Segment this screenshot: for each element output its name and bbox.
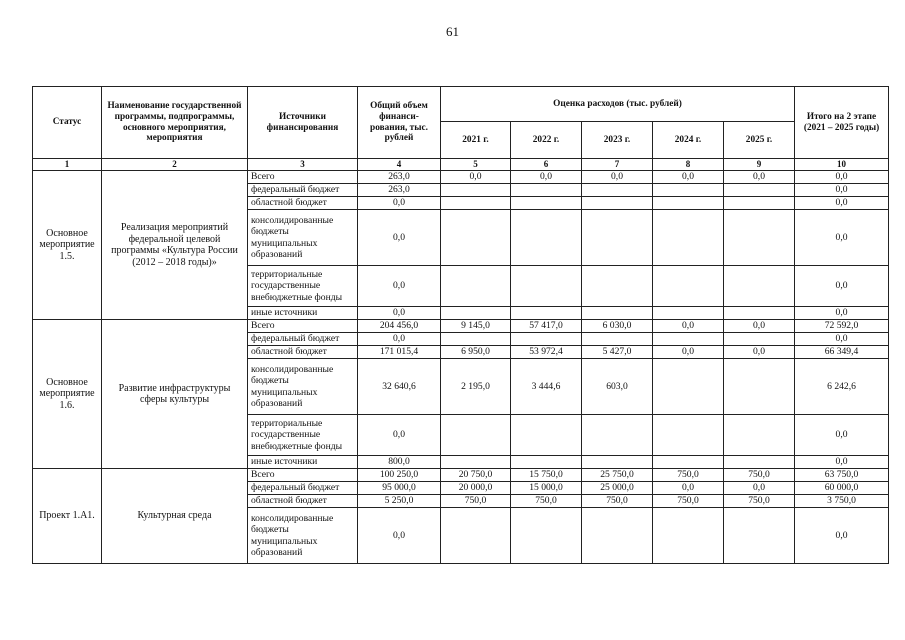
year-value-cell: 0,0 xyxy=(582,171,653,184)
year-value-cell: 750,0 xyxy=(653,495,724,508)
status-cell: Основное мероприятие 1.6. xyxy=(33,320,102,469)
year-value-cell xyxy=(653,456,724,469)
final-total-cell: 0,0 xyxy=(795,307,889,320)
budget-table xyxy=(32,86,889,564)
total-cell: 263,0 xyxy=(358,171,441,184)
total-cell: 32 640,6 xyxy=(358,359,441,415)
source-cell: Всего xyxy=(248,171,358,184)
total-cell: 0,0 xyxy=(358,210,441,266)
year-value-cell xyxy=(511,266,582,307)
year-value-cell: 3 444,6 xyxy=(511,359,582,415)
total-cell: 171 015,4 xyxy=(358,346,441,359)
year-value-cell xyxy=(582,197,653,210)
source-cell: федеральный бюджет xyxy=(248,184,358,197)
column-number: 8 xyxy=(653,159,724,171)
name-cell: Реализация мероприятий федеральной целевой программы «Культура России (2012 – 2018 годы)» xyxy=(102,171,248,320)
year-value-cell: 57 417,0 xyxy=(511,320,582,333)
year-value-cell: 20 000,0 xyxy=(441,482,511,495)
year-value-cell xyxy=(511,333,582,346)
source-cell: областной бюджет xyxy=(248,495,358,508)
year-value-cell: 0,0 xyxy=(653,320,724,333)
year-value-cell: 25 750,0 xyxy=(582,469,653,482)
table-row xyxy=(33,469,889,482)
total-cell: 0,0 xyxy=(358,508,441,564)
year-value-cell xyxy=(653,266,724,307)
year-value-cell: 603,0 xyxy=(582,359,653,415)
year-value-cell: 25 000,0 xyxy=(582,482,653,495)
header-year: 2021 г. xyxy=(441,122,511,159)
year-value-cell xyxy=(653,210,724,266)
status-cell: Проект 1.А1. xyxy=(33,469,102,564)
source-cell: федеральный бюджет xyxy=(248,482,358,495)
total-cell: 100 250,0 xyxy=(358,469,441,482)
year-value-cell xyxy=(653,307,724,320)
year-value-cell xyxy=(653,197,724,210)
year-value-cell xyxy=(724,508,795,564)
year-value-cell: 750,0 xyxy=(582,495,653,508)
column-number: 1 xyxy=(33,159,102,171)
year-value-cell: 0,0 xyxy=(653,171,724,184)
year-value-cell: 750,0 xyxy=(653,469,724,482)
final-total-cell: 72 592,0 xyxy=(795,320,889,333)
total-cell: 0,0 xyxy=(358,307,441,320)
year-value-cell: 15 750,0 xyxy=(511,469,582,482)
final-total-cell: 6 242,6 xyxy=(795,359,889,415)
header-status: Статус xyxy=(33,87,102,159)
source-cell: Всего xyxy=(248,320,358,333)
year-value-cell: 0,0 xyxy=(653,482,724,495)
year-value-cell xyxy=(441,307,511,320)
year-value-cell xyxy=(441,184,511,197)
source-cell: Всего xyxy=(248,469,358,482)
column-number: 9 xyxy=(724,159,795,171)
header-year: 2024 г. xyxy=(653,122,724,159)
source-cell: консолидированные бюджеты муниципальных образований xyxy=(248,359,358,415)
year-value-cell: 0,0 xyxy=(724,482,795,495)
total-cell: 0,0 xyxy=(358,197,441,210)
column-number: 4 xyxy=(358,159,441,171)
header-year: 2022 г. xyxy=(511,122,582,159)
total-cell: 5 250,0 xyxy=(358,495,441,508)
year-value-cell xyxy=(653,508,724,564)
year-value-cell: 20 750,0 xyxy=(441,469,511,482)
final-total-cell: 3 750,0 xyxy=(795,495,889,508)
year-value-cell xyxy=(724,184,795,197)
header-sources: Источники финансирования xyxy=(248,87,358,159)
final-total-cell: 0,0 xyxy=(795,333,889,346)
header-estimate: Оценка расходов (тыс. рублей) xyxy=(441,87,795,122)
year-value-cell xyxy=(582,307,653,320)
year-value-cell: 6 950,0 xyxy=(441,346,511,359)
year-value-cell xyxy=(441,266,511,307)
final-total-cell: 60 000,0 xyxy=(795,482,889,495)
total-cell: 0,0 xyxy=(358,333,441,346)
year-value-cell: 0,0 xyxy=(724,346,795,359)
column-number: 10 xyxy=(795,159,889,171)
year-value-cell: 5 427,0 xyxy=(582,346,653,359)
year-value-cell: 53 972,4 xyxy=(511,346,582,359)
source-cell: областной бюджет xyxy=(248,197,358,210)
table-row xyxy=(33,320,889,333)
year-value-cell xyxy=(724,210,795,266)
source-cell: консолидированные бюджеты муниципальных образований xyxy=(248,508,358,564)
year-value-cell xyxy=(724,307,795,320)
header-total: Общий объем финанси-рования, тыс. рублей xyxy=(358,87,441,159)
year-value-cell xyxy=(511,508,582,564)
name-cell: Развитие инфраструктуры сферы культуры xyxy=(102,320,248,469)
year-value-cell xyxy=(653,184,724,197)
year-value-cell xyxy=(441,415,511,456)
name-cell: Культурная среда xyxy=(102,469,248,564)
column-number: 5 xyxy=(441,159,511,171)
total-cell: 204 456,0 xyxy=(358,320,441,333)
year-value-cell xyxy=(724,415,795,456)
year-value-cell xyxy=(441,508,511,564)
column-number: 7 xyxy=(582,159,653,171)
header-name: Наименование государственной программы, подпрограммы, основного мероприятия, мероприятия xyxy=(102,87,248,159)
year-value-cell xyxy=(582,456,653,469)
final-total-cell: 0,0 xyxy=(795,210,889,266)
final-total-cell: 0,0 xyxy=(795,184,889,197)
year-value-cell: 6 030,0 xyxy=(582,320,653,333)
year-value-cell xyxy=(511,197,582,210)
year-value-cell xyxy=(441,197,511,210)
final-total-cell: 66 349,4 xyxy=(795,346,889,359)
column-number: 6 xyxy=(511,159,582,171)
year-value-cell: 0,0 xyxy=(724,171,795,184)
year-value-cell xyxy=(653,359,724,415)
total-cell: 800,0 xyxy=(358,456,441,469)
year-value-cell: 750,0 xyxy=(724,495,795,508)
year-value-cell xyxy=(511,184,582,197)
final-total-cell: 63 750,0 xyxy=(795,469,889,482)
year-value-cell xyxy=(441,456,511,469)
total-cell: 0,0 xyxy=(358,266,441,307)
year-value-cell xyxy=(724,266,795,307)
column-number: 2 xyxy=(102,159,248,171)
total-cell: 0,0 xyxy=(358,415,441,456)
source-cell: консолидированные бюджеты муниципальных образований xyxy=(248,210,358,266)
final-total-cell: 0,0 xyxy=(795,456,889,469)
year-value-cell xyxy=(724,456,795,469)
year-value-cell: 0,0 xyxy=(724,320,795,333)
table-row xyxy=(33,171,889,184)
year-value-cell xyxy=(582,266,653,307)
page-number: 61 xyxy=(446,24,459,39)
year-value-cell xyxy=(724,359,795,415)
year-value-cell: 0,0 xyxy=(511,171,582,184)
status-cell: Основное мероприятие 1.5. xyxy=(33,171,102,320)
source-cell: территориальные государственные внебюджетные фонды xyxy=(248,266,358,307)
year-value-cell xyxy=(724,197,795,210)
year-value-cell xyxy=(582,210,653,266)
header-year: 2023 г. xyxy=(582,122,653,159)
total-cell: 263,0 xyxy=(358,184,441,197)
final-total-cell: 0,0 xyxy=(795,197,889,210)
budget-table-body xyxy=(33,171,889,564)
year-value-cell xyxy=(511,210,582,266)
source-cell: территориальные государственные внебюджетные фонды xyxy=(248,415,358,456)
year-value-cell: 9 145,0 xyxy=(441,320,511,333)
year-value-cell: 0,0 xyxy=(653,346,724,359)
year-value-cell xyxy=(511,307,582,320)
year-value-cell xyxy=(511,456,582,469)
year-value-cell xyxy=(582,508,653,564)
year-value-cell xyxy=(582,415,653,456)
year-value-cell: 750,0 xyxy=(441,495,511,508)
final-total-cell: 0,0 xyxy=(795,266,889,307)
year-value-cell xyxy=(582,184,653,197)
source-cell: федеральный бюджет xyxy=(248,333,358,346)
final-total-cell: 0,0 xyxy=(795,415,889,456)
year-value-cell: 15 000,0 xyxy=(511,482,582,495)
year-value-cell xyxy=(653,333,724,346)
year-value-cell: 2 195,0 xyxy=(441,359,511,415)
year-value-cell: 750,0 xyxy=(511,495,582,508)
header-final: Итого на 2 этапе (2021 – 2025 годы) xyxy=(795,87,889,159)
source-cell: иные источники xyxy=(248,456,358,469)
source-cell: областной бюджет xyxy=(248,346,358,359)
year-value-cell xyxy=(724,333,795,346)
final-total-cell: 0,0 xyxy=(795,508,889,564)
year-value-cell xyxy=(653,415,724,456)
year-value-cell xyxy=(511,415,582,456)
year-value-cell xyxy=(441,210,511,266)
final-total-cell: 0,0 xyxy=(795,171,889,184)
year-value-cell: 750,0 xyxy=(724,469,795,482)
total-cell: 95 000,0 xyxy=(358,482,441,495)
header-year: 2025 г. xyxy=(724,122,795,159)
year-value-cell: 0,0 xyxy=(441,171,511,184)
column-number: 3 xyxy=(248,159,358,171)
source-cell: иные источники xyxy=(248,307,358,320)
year-value-cell xyxy=(441,333,511,346)
year-value-cell xyxy=(582,333,653,346)
